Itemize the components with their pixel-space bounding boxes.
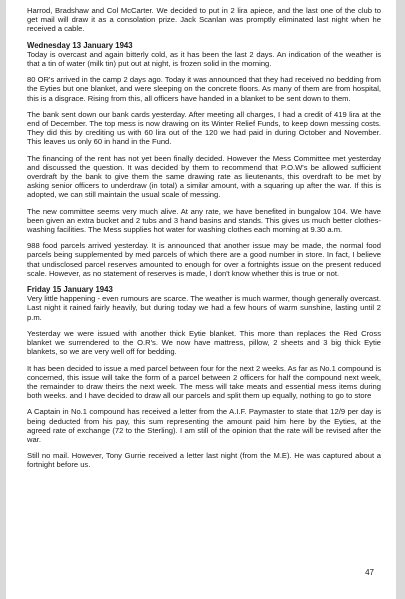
entry-paragraph: 80 OR's arrived in the camp 2 days ago. Today it was announced that they had received no bedding from the Eyties but one blanket, and were sleeping on the concrete floors. As many of them are from hospital, this is a disgrace. Rising from this, all officers have handed in a blanket to be sent down to them. — [27, 75, 381, 103]
entry-heading: Wednesday 13 January 1943 — [27, 40, 133, 50]
entry-paragraph: It has been decided to issue a med parcel between four for the next 2 weeks. As far as No.1 compound is concerned, this issue will take the form of a parcel between 2 officers for half the compound next week, the remainder to draw theirs the next week. The mess will take meats and essential mess items during both weeks. and I have decided to draw all our parcels and split them up equally, nothing to go to store — [27, 363, 381, 401]
entry-paragraph: The financing of the rent has not yet been finally decided. However the Mess Committee met yesterday and discussed the question. It was decided by them to recommend that P.O.W's be allowed sufficient overdraft by the bank to give them the same drawing rate as lieutenants, this overdraft to be met by asking senior officers to underdraw (in total) a similar amount, with a squaring up after the war. If this is adopted, we can still maintain the usual scale of messing. — [27, 153, 381, 200]
entry-heading: Friday 15 January 1943 — [27, 285, 113, 295]
entry-paragraph: 988 food parcels arrived yesterday. It is announced that another issue may be made, the normal food parcels being supplemented by med parcels of which there are a good number in store. In fact, I believe that undisclosed parcel reserves amounted to enough for over a fortnights issue on the present reduced scale. However, as no statement of reserves is made, I don't know whether this is true or not. — [27, 241, 381, 278]
entry-paragraph: The new committee seems very much alive. At any rate, we have benefited in bungalow 104. We have been given an extra bucket and 2 tubs and 3 hand basins and stands. This gives us much better clothes-washing facilities. The Mess supplies hot water for washing clothes each morning at 9.30 a.m. — [27, 206, 381, 235]
document-page — [6, 0, 396, 599]
entry-paragraph: Very little happening - even rumours are scarce. The weather is much warmer, though generally overcast. Last night it rained fairly heavily, but during today we had a few hours of warm sunshine, lasting until 2 p.m. — [27, 294, 381, 322]
entry-paragraph: Today is overcast and again bitterly cold, as it has been the last 2 days. An indication of the weather is that a tin of water (milk tin) put out at night, is frozen solid in the morning. — [27, 49, 381, 69]
intro-paragraph: Harrod, Bradshaw and Col McCarter. We decided to put in 2 lira apiece, and the last one of the club to get mail will draw it as a consolation prize. Jack Scanlan was promptly eliminated last night when he received a cable. — [27, 6, 381, 34]
entry-paragraph: A Captain in No.1 compound has received a letter from the A.I.F. Paymaster to state that 12/9 per day is being deducted from his pay, this sum representing the amount paid him here by the Eyties, at the agreed rate of exchange (72 to the Sterling). I am still of the opinion that the rate will be revised after the war. — [27, 407, 381, 444]
entry-paragraph: Yesterday we were issued with another thick Eytie blanket. This more than replaces the Red Cross blanket we surrendered to the O.R's. We now have mattress, pillow, 2 sheets and 3 big thick Eytie blankets, so we are very well off for bedding. — [27, 328, 381, 357]
page-number: 47 — [365, 568, 374, 577]
document-body — [27, 6, 381, 477]
entry-paragraph: The bank sent down our bank cards yesterday. After meeting all charges, I had a credit of 419 lira at the end of December. The top mess is now drawing on its Winter Relief Funds, to keep down messing costs. They did this by crediting us with 60 lira out of the 120 we had paid in during October and November. This leaves us only 60 in hand in the Fund. — [27, 109, 381, 147]
entry-paragraph: Still no mail. However, Tony Gurrie received a letter last night (from the M.E). He was captured about a fortnight before us. — [27, 451, 381, 470]
